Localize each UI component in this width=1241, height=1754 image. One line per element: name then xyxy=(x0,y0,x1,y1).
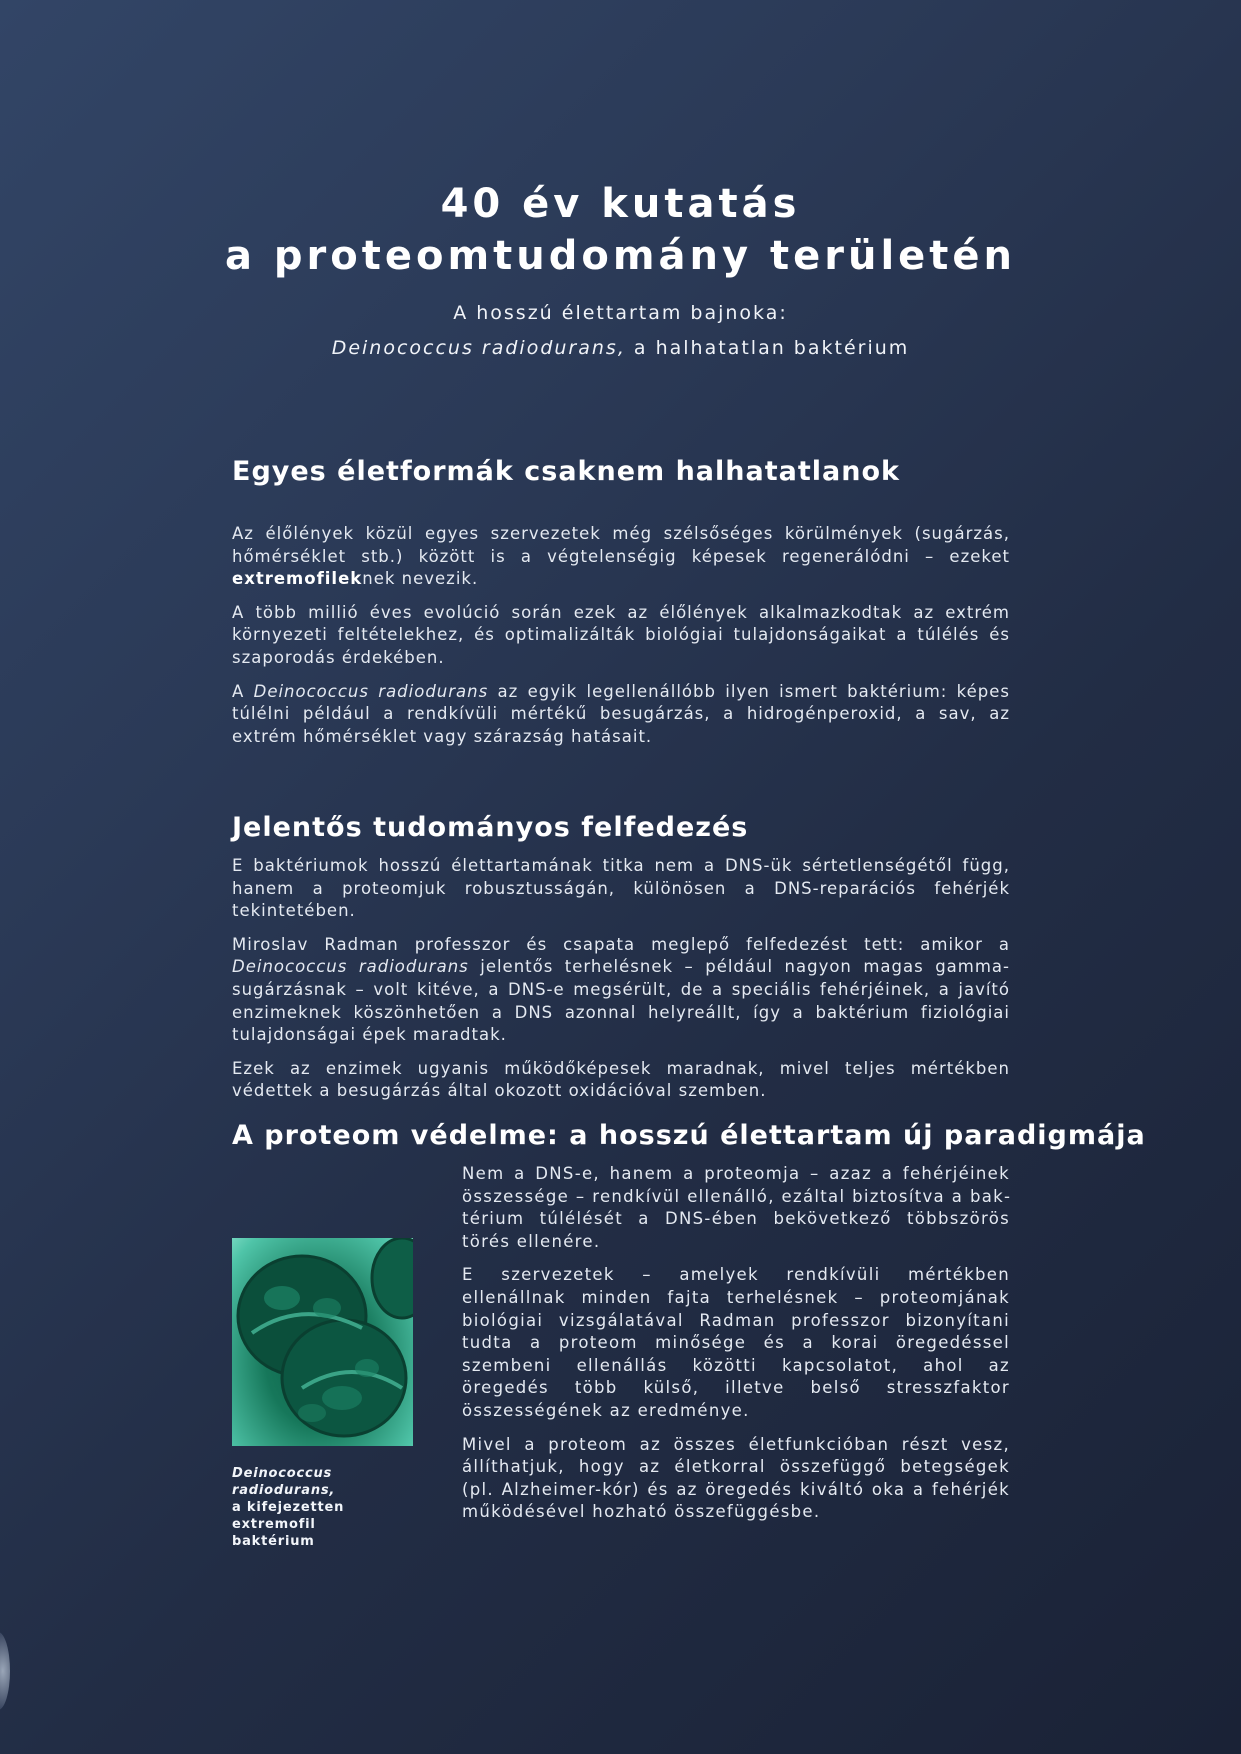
bacterium-photo xyxy=(232,1238,413,1446)
section-3-paragraph-1: Nem a DNS-e, hanem a proteomja – azaz a fehérjéinek összessége – rendkívül ellenálló, ezáltal biztosítva a baktérium túlélését a DNS-ében bekövetkező többszörös törés ellenére. xyxy=(462,1164,1010,1251)
subtitle-line-2-rest: a halhatatlan baktérium xyxy=(625,337,910,359)
text-run: az egyik legellenállóbb ilyen ismert baktérium: képes túlélni például a rendkívüli mértékű besugárzás, a hidrogénperoxid, a sav, az extrém hőmérséklet vagy szárazság hatásait. xyxy=(232,681,1010,746)
section-2-body xyxy=(232,855,1010,1114)
section-3-heading: A proteom védelme: a hosszú élettartam új paradigmája xyxy=(232,1120,1146,1151)
bacterium-micrograph xyxy=(232,1238,413,1446)
caption-species-name: Deinococcus radiodurans, xyxy=(232,1466,336,1498)
subtitle-line-1: A hosszú élettartam bajnoka: xyxy=(453,302,788,324)
bold-term: extremofilek xyxy=(232,569,363,589)
caption-line-2: a kifejezetten extremofil xyxy=(232,1500,345,1532)
subtitle-species-name: Deinococcus radiodurans, xyxy=(331,337,626,359)
section-2-paragraph-1: E baktériumok hosszú élettartamának titka nem a DNS-ük sértetlenségétől függ, hanem a proteomjuk robusztusságán, különösen a DNS-reparációs fehérjék tekintetében. xyxy=(232,856,1010,921)
text-run: jelentős terhelésnek – például nagyon magas gamma-sugárzásnak – volt kitéve, a DNS-e megsérült, de a speciális fehérjéinek, a javító enzimeknek köszönhetően a DNS azonnal helyreállt, így a baktérium fiziológiai tulajdonságai épek maradtak. xyxy=(232,957,1010,1045)
text-run: nek nevezik. xyxy=(362,569,479,589)
title-line-2: a proteomtudomány területén xyxy=(224,233,1017,279)
section-1-paragraph-3 xyxy=(232,681,1010,749)
section-1-heading: Egyes életformák csaknem halhatatlanok xyxy=(232,456,900,487)
species-name: Deinococcus radiodurans xyxy=(253,681,489,701)
species-name: Deinococcus radiodurans xyxy=(232,957,469,977)
section-1-body xyxy=(232,523,1010,759)
section-2-paragraph-2 xyxy=(232,934,1010,1047)
section-3-paragraph-2: E szervezetek – amelyek rendkívüli mértékben ellenállnak minden fajta terhelésnek – proteomjának biológiai vizsgálatával Radman professzor bizonyítani tudta a proteom minősége és a korai öregedéssel szembeni ellenállás közötti kapcsolatot, ahol az öregedés több külső, illetve belső stresszfaktor összességének az eredménye. xyxy=(462,1265,1010,1420)
page-header xyxy=(0,178,1241,366)
section-3-paragraph-3: Mivel a proteom az összes életfunkcióban részt vesz, állíthatjuk, hogy az életkorral összefüggő betegségek (pl. Alzheimer-kór) és az öregedés kiváltó oka a fehérjék működésével hozható összefüggésbe. xyxy=(462,1434,1010,1522)
section-1-paragraph-2: A több millió éves evolúció során ezek az élőlények alkalmazkodtak az extrém környezeti feltételekhez, és optimalizálták biológiai tulajdonságaikat a túlélés és szaporodás érdekében. xyxy=(232,602,1010,667)
decorative-edge-shape xyxy=(0,1632,10,1710)
page-title xyxy=(0,178,1241,282)
section-2-paragraph-3: Ezek az enzimek ugyanis működőképesek maradnak, mivel teljes mértékben védettek a besugárzás által okozott oxidációval szemben. xyxy=(232,1058,1010,1101)
section-2-heading: Jelentős tudományos felfedezés xyxy=(232,812,749,843)
caption-line-3: baktérium xyxy=(232,1534,315,1549)
text-run: A xyxy=(232,681,254,701)
title-line-1: 40 év kutatás xyxy=(440,181,801,227)
section-3-body xyxy=(462,1163,1010,1535)
text-run: Az élőlények közül egyes szervezetek még szélsőséges körülmények (sugárzás, hőmérséklet stb.) között is a végtelenségig képesek regenerálódni – ezeket xyxy=(232,524,1010,566)
section-1-paragraph-1 xyxy=(232,523,1010,591)
photo-caption xyxy=(232,1465,432,1550)
page-subtitle xyxy=(0,296,1241,366)
text-run: Miroslav Radman professzor és csapata meglepő felfedezést tett: amikor a xyxy=(232,934,1010,954)
